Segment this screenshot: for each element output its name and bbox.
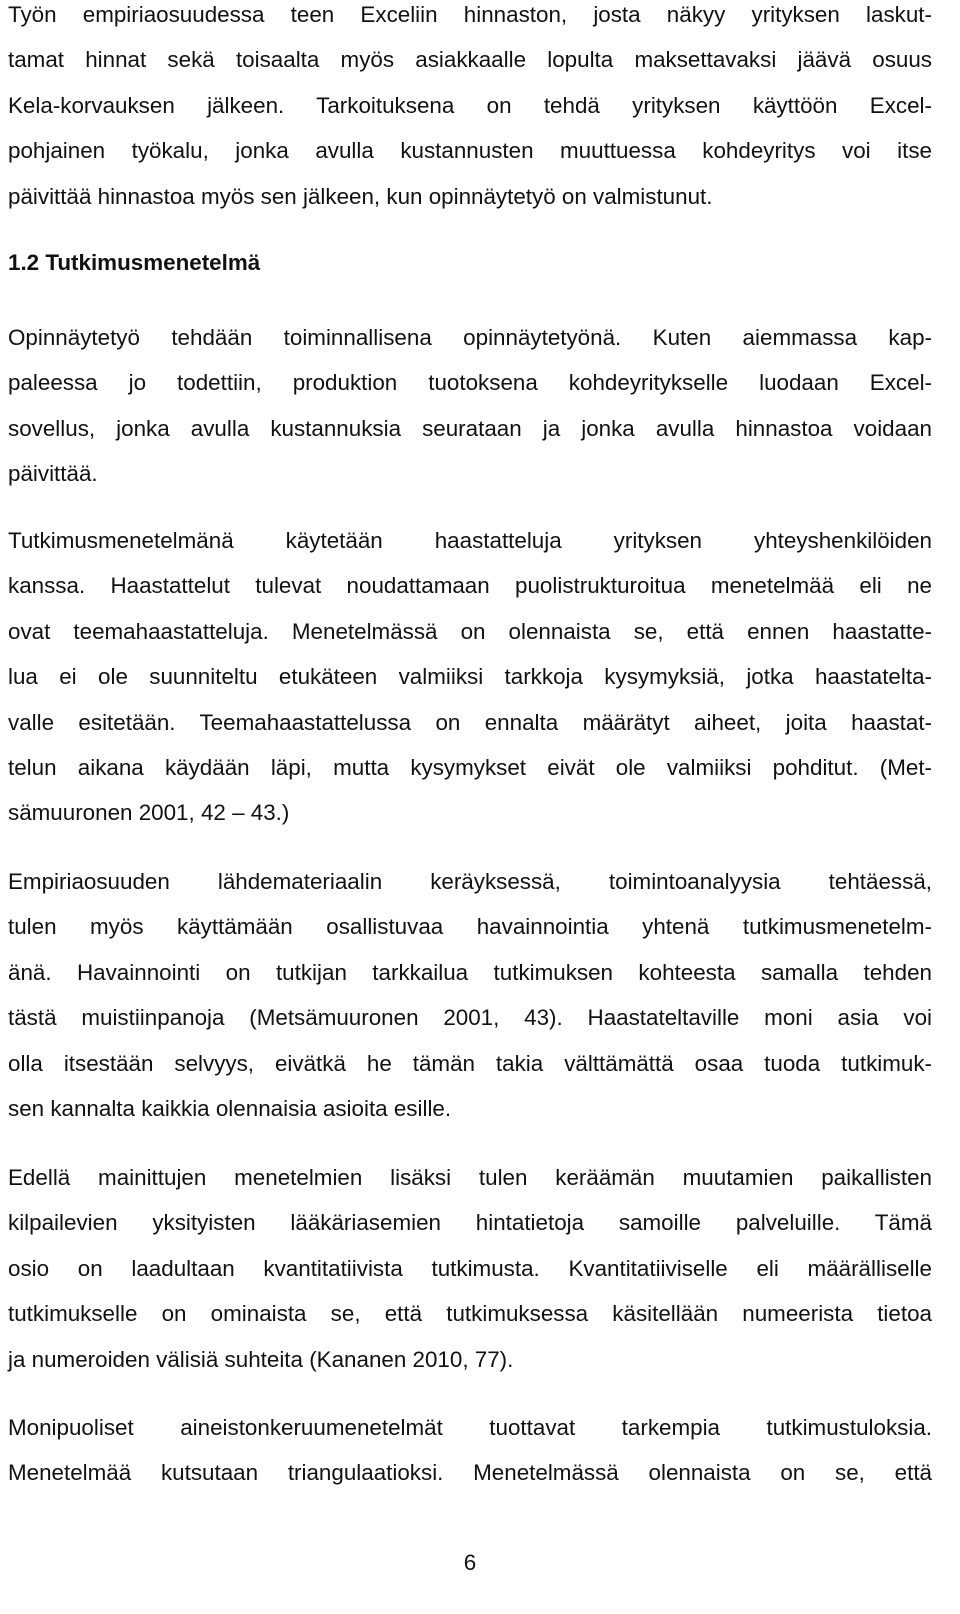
paragraph-kvantitatiivinen <box>8 1155 932 1382</box>
text-line: telun aikana käydään läpi, mutta kysymykset eivät ole valmiiksi pohditut. (Met- <box>8 754 932 780</box>
text-line: ja numeroiden välisiä suhteita (Kananen 2010, 77). <box>8 1346 514 1372</box>
text-line: Monipuoliset aineistonkeruumenetelmät tuottavat tarkempia tutkimustuloksia. <box>8 1415 932 1440</box>
paragraph-triangulaatio <box>8 1405 932 1496</box>
text-line: kilpailevien yksityisten lääkäriasemien hintatietoja samoille palveluille. Tämä <box>8 1210 932 1236</box>
text-line: paleessa jo todettiin, produktion tuotoksena kohdeyritykselle luodaan Excel- <box>8 370 932 396</box>
text-line: Empiriaosuuden lähdemateriaalin keräyksessä, toimintoanalyysia tehtäessä, <box>8 869 932 894</box>
text-line: tutkimukselle on ominaista se, että tutkimuksessa käsitellään numeerista tietoa <box>8 1301 932 1327</box>
text-line: osio on laadultaan kvantitatiivista tutkimusta. Kvantitatiiviselle eli määrälliselle <box>8 1255 932 1281</box>
text-line: sen kannalta kaikkia olennaisia asioita esille. <box>8 1095 452 1121</box>
text-line: kanssa. Haastattelut tulevat noudattamaan puolistrukturoitua menetelmää eli ne <box>8 573 932 599</box>
paragraph-empiria-intro <box>8 0 932 219</box>
paragraph-haastattelut <box>8 518 932 836</box>
text-line: päivittää. <box>8 461 98 487</box>
paragraph-toiminnallinen <box>8 315 932 497</box>
text-line: Tutkimusmenetelmänä käytetään haastatteluja yrityksen yhteyshenkilöiden <box>8 528 932 553</box>
text-line: Edellä mainittujen menetelmien lisäksi tulen keräämän muutamien paikallisten <box>8 1165 932 1190</box>
section-heading: 1.2 Tutkimusmenetelmä <box>8 250 261 275</box>
text-line: Työn empiriaosuudessa teen Exceliin hinnaston, josta näkyy yrityksen laskut- <box>8 2 932 27</box>
text-line: päivittää hinnastoa myös sen jälkeen, kun opinnäytetyö on valmistunut. <box>8 183 713 209</box>
text-line: olla itsestään selvyys, eivätkä he tämän takia välttämättä osaa tuoda tutkimuk- <box>8 1050 932 1076</box>
text-line: tamat hinnat sekä toisaalta myös asiakkaalle lopulta maksettavaksi jäävä osuus <box>8 47 932 73</box>
text-line: ovat teemahaastatteluja. Menetelmässä on olennaista se, että ennen haastatte- <box>8 618 932 644</box>
text-line: änä. Havainnointi on tutkijan tarkkailua tutkimuksen kohteesta samalla tehden <box>8 959 932 985</box>
text-line: tästä muistiinpanoja (Metsämuuronen 2001, 43). Haastateltaville moni asia voi <box>8 1005 932 1031</box>
text-line: Opinnäytetyö tehdään toiminnallisena opinnäytetyönä. Kuten aiemmassa kap- <box>8 325 932 350</box>
text-line: pohjainen työkalu, jonka avulla kustannusten muuttuessa kohdeyritys voi itse <box>8 138 932 164</box>
text-line: Kela-korvauksen jälkeen. Tarkoituksena on tehdä yrityksen käyttöön Excel- <box>8 92 932 118</box>
text-line: lua ei ole suunniteltu etukäteen valmiiksi tarkkoja kysymyksiä, jotka haastatelta- <box>8 664 932 690</box>
text-line: valle esitetään. Teemahaastattelussa on ennalta määrätyt aiheet, joita haastat- <box>8 709 932 735</box>
text-line: Menetelmää kutsutaan triangulaatioksi. Menetelmässä olennaista on se, että <box>8 1460 932 1486</box>
paragraph-havainnointi <box>8 859 932 1131</box>
page-number: 6 <box>463 1550 477 1575</box>
text-line: tulen myös käyttämään osallistuvaa havainnointia yhtenä tutkimusmenetelm- <box>8 914 932 940</box>
text-line: sämuuronen 2001, 42 – 43.) <box>8 800 290 826</box>
text-line: sovellus, jonka avulla kustannuksia seurataan ja jonka avulla hinnastoa voidaan <box>8 415 932 441</box>
